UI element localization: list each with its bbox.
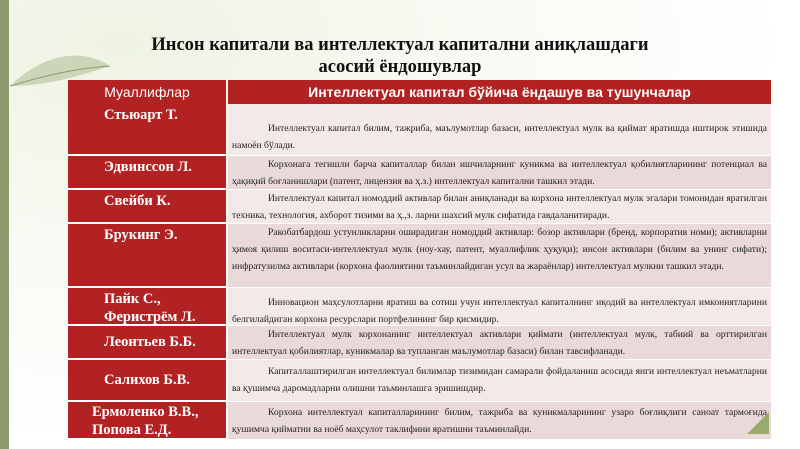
author-cell: Ермоленко В.В., Попова Е.Д. [68, 402, 226, 440]
author-cell: Свейби К. [68, 190, 226, 224]
description-cell: Капиталлаштирилган интеллектуал билимлар тизимидан самарали фойдаланиш асосида янги интеллектуал неъматларни ва қушимча даромадларни олишни таъминлашга эришишдир. [228, 360, 771, 402]
description-cell: Инновацион маҳсулотларни яратиш ва сотиш учун интеллектуал капиталнинг иқодий ва интеллектуал имкониятларини белгилайдиган корхона ресурслари портфелининг бир қисмидир. [228, 288, 771, 326]
author-cell: Леонтьев Б.Б. [68, 326, 226, 360]
title-line-2: асосий ёндошувлар [318, 57, 482, 77]
author-cell: Брукинг Э. [68, 224, 226, 288]
header-approaches: Интеллектуал капитал бўйича ёндашув ва тушунчалар [228, 80, 771, 104]
table-row [68, 288, 771, 326]
description-cell: Корхона интеллектуал капиталларининг билим, тажриба ва куникмаларининг узаро боғлиқлиги саноат тармоғида қушимча қийматни ва ноёб маҳсулот таклифини яратишни таъминлайди. [228, 402, 771, 440]
author-cell: Пайк С., Феристрём Л. [68, 288, 226, 326]
table-row [68, 402, 771, 440]
author-cell: Стьюарт Т. [68, 104, 226, 156]
corner-decoration [747, 412, 769, 434]
description-cell: Ракобатбардош устунликларни оширадиган номоддий активлар: бозор активлари (бренд, корпоратив номи); активларни ҳимоя қилиш воситаси-интеллектуал мулк (ноу-хау, патент, муаллифлик ҳуқуқи); инсон активлари (билим ва унинг сифати); инфратузилма активлари (корхона фаолиятини таъминлайдиган усул ва жараёнлар) интеллектуал мулкни ташкил этади. [228, 224, 771, 288]
left-accent-bar [0, 0, 9, 449]
approaches-table [68, 80, 771, 440]
table-row [68, 224, 771, 288]
table-row [68, 104, 771, 156]
description-cell: Корхонага тегишли барча капиталлар билан ишчиларнинг куникма ва интеллектуал қобилиятларининг потенциал ва ҳақиқий боғланишлари (патент, лицензия ва ҳ.з.) интеллектуал капитални ташкил этади. [228, 156, 771, 190]
table-row [68, 326, 771, 360]
header-authors: Муаллифлар [68, 80, 226, 104]
table-row [68, 190, 771, 224]
table-row [68, 360, 771, 402]
table-row [68, 156, 771, 190]
slide-title [100, 34, 700, 78]
description-cell: Интеллектуал мулк корхонанинг интеллектуал активлари қиймати (интеллектуал мулк, табиий ва орттирилган интеллектуал қобилиятлар, куникмалар ва тупланган маълумотлар базаси) билан тавсифланади. [228, 326, 771, 360]
author-cell: Салихов Б.В. [68, 360, 226, 402]
title-line-1: Инсон капитали ва интеллектуал капитални аниқлашдаги [151, 35, 649, 55]
description-cell: Интеллектуал капитал билим, тажриба, маълумотлар базаси, интеллектуал мулк ва қиймат яратишда иштирок этишида намоён бўлади. [228, 104, 771, 156]
author-cell: Эдвинссон Л. [68, 156, 226, 190]
description-cell: Интеллектуал капитал номоддий активлар билан аниқланади ва корхона интеллектуал мулк эгалари томонидан яратилган техника, технология, ахборот тизими ва ҳ.,з. ларни шахсий мулк сифатида гавдаланитиради. [228, 190, 771, 224]
